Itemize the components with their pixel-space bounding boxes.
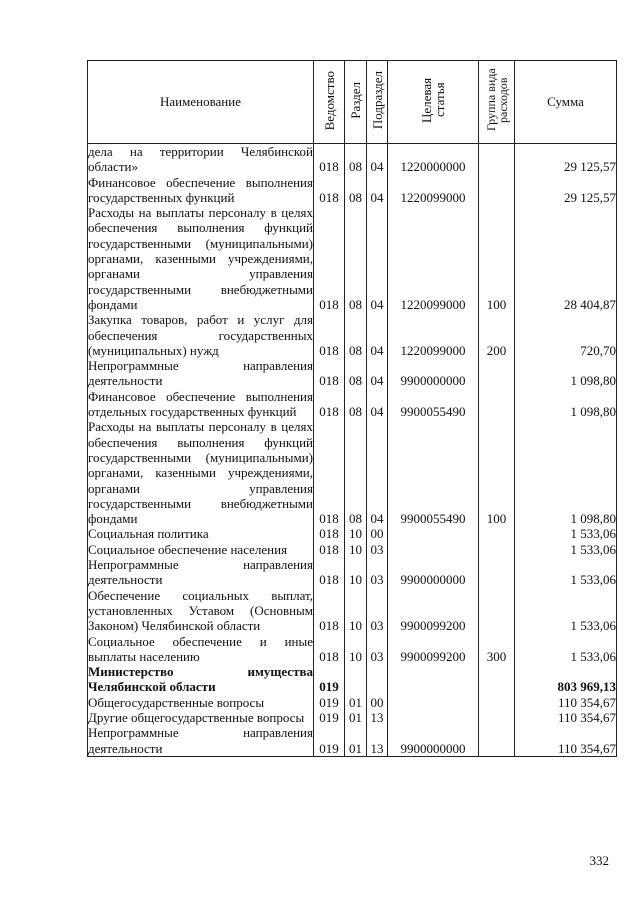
cell-target: 9900055490 (388, 389, 479, 420)
cell-expense-group (479, 358, 515, 389)
table-row (88, 634, 617, 665)
cell-name: Непрограммные направления деятельности (88, 557, 313, 588)
cell-name: Другие общегосударственные вопросы (88, 710, 314, 725)
cell-subsection: 03 (367, 542, 388, 557)
table-row (88, 710, 617, 725)
cell-section: 08 (345, 419, 367, 526)
cell-target (388, 695, 479, 710)
cell-section: 10 (345, 526, 367, 541)
cell-section: 10 (345, 634, 367, 665)
cell-sum: 1 098,80 (515, 419, 617, 526)
table-row (88, 725, 617, 756)
cell-dept: 019 (314, 695, 345, 710)
cell-expense-group (479, 664, 515, 695)
cell-expense-group: 100 (479, 205, 515, 312)
header-expense-group: Группа вида расходов (479, 61, 515, 144)
table-row (88, 144, 617, 175)
cell-section: 10 (345, 588, 367, 634)
cell-sum: 720,70 (515, 312, 617, 358)
cell-target: 1220099000 (388, 312, 479, 358)
cell-target (388, 710, 479, 725)
cell-section: 08 (345, 358, 367, 389)
cell-name: Социальное обеспечение и иные выплаты населению (88, 633, 313, 664)
cell-expense-group: 200 (479, 312, 515, 358)
cell-target: 9900055490 (388, 419, 479, 526)
cell-expense-group (479, 144, 515, 175)
cell-expense-group (479, 389, 515, 420)
cell-subsection: 04 (367, 205, 388, 312)
table-row (88, 419, 617, 526)
cell-name: Закупка товаров, работ и услуг для обеспечения государственных (муниципальных) нужд (88, 312, 313, 358)
cell-dept: 018 (314, 634, 345, 665)
cell-sum: 1 533,06 (515, 588, 617, 634)
budget-table (87, 60, 617, 757)
cell-sum: 29 125,57 (515, 175, 617, 206)
cell-target (388, 526, 479, 541)
cell-target: 9900099200 (388, 634, 479, 665)
cell-name: Непрограммные направления деятельности (88, 358, 313, 389)
cell-dept: 018 (314, 389, 345, 420)
header-target: Целевая статья (388, 61, 479, 144)
cell-subsection: 00 (367, 695, 388, 710)
cell-name: Расходы на выплаты персоналу в целях обеспечения выполнения функций государственными (муниципальными) органами, казенными учреждениями, органами управления государственными внебюджетными фондами (88, 419, 313, 527)
cell-name: Социальная политика (88, 526, 314, 541)
table-header-row (88, 61, 617, 144)
cell-dept: 018 (314, 542, 345, 557)
cell-section: 10 (345, 557, 367, 588)
cell-section: 08 (345, 205, 367, 312)
cell-subsection: 13 (367, 710, 388, 725)
cell-subsection: 04 (367, 389, 388, 420)
cell-sum: 803 969,13 (515, 664, 617, 695)
cell-section: 08 (345, 175, 367, 206)
cell-expense-group (479, 588, 515, 634)
table-row (88, 542, 617, 557)
cell-sum: 110 354,67 (515, 725, 617, 756)
table-body (88, 144, 617, 757)
cell-subsection: 04 (367, 312, 388, 358)
table-row (88, 588, 617, 634)
cell-expense-group (479, 526, 515, 541)
cell-target: 9900000000 (388, 725, 479, 756)
cell-sum: 29 125,57 (515, 144, 617, 175)
cell-dept: 018 (314, 419, 345, 526)
table-row (88, 358, 617, 389)
cell-target: 1220099000 (388, 175, 479, 206)
cell-name: Непрограммные направления деятельности (88, 725, 313, 756)
cell-dept: 018 (314, 358, 345, 389)
header-name: Наименование (88, 61, 314, 144)
cell-sum: 1 098,80 (515, 389, 617, 420)
cell-expense-group: 100 (479, 419, 515, 526)
cell-section: 10 (345, 542, 367, 557)
cell-section: 01 (345, 710, 367, 725)
cell-section: 08 (345, 389, 367, 420)
cell-dept: 019 (314, 664, 345, 695)
cell-subsection: 00 (367, 526, 388, 541)
cell-section: 08 (345, 144, 367, 175)
cell-subsection: 03 (367, 588, 388, 634)
table-row (88, 389, 617, 420)
cell-dept: 018 (314, 526, 345, 541)
cell-target: 9900000000 (388, 358, 479, 389)
header-sum: Сумма (515, 61, 617, 144)
cell-name: Финансовое обеспечение выполнения государственных функций (88, 174, 313, 205)
cell-dept: 018 (314, 175, 345, 206)
cell-sum: 1 533,06 (515, 634, 617, 665)
cell-expense-group (479, 175, 515, 206)
cell-dept: 018 (314, 588, 345, 634)
cell-sum: 1 098,80 (515, 358, 617, 389)
cell-name: Обеспечение социальных выплат, установленных Уставом (Основным Законом) Челябинской области (88, 587, 313, 634)
cell-sum: 1 533,06 (515, 557, 617, 588)
cell-section (345, 664, 367, 695)
table-row (88, 557, 617, 588)
cell-target: 9900099200 (388, 588, 479, 634)
cell-expense-group (479, 557, 515, 588)
header-subsection: Подраздел (367, 61, 388, 144)
cell-expense-group (479, 695, 515, 710)
cell-section: 01 (345, 725, 367, 756)
cell-sum: 1 533,06 (515, 526, 617, 541)
cell-subsection: 04 (367, 358, 388, 389)
cell-name: дела на территории Челябинской области» (88, 144, 313, 175)
cell-expense-group (479, 725, 515, 756)
table-row (88, 175, 617, 206)
header-dept: Ведомство (314, 61, 345, 144)
cell-dept: 019 (314, 725, 345, 756)
cell-target: 1220000000 (388, 144, 479, 175)
cell-subsection: 04 (367, 419, 388, 526)
cell-target: 9900000000 (388, 557, 479, 588)
cell-sum: 1 533,06 (515, 542, 617, 557)
cell-name: Общегосударственные вопросы (88, 695, 314, 710)
cell-dept: 018 (314, 205, 345, 312)
cell-name: Расходы на выплаты персоналу в целях обеспечения выполнения функций государственными (муниципальными) органами, казенными учреждениями, органами управления государственными внебюджетными фондами (88, 205, 313, 312)
cell-sum: 110 354,67 (515, 710, 617, 725)
table-row (88, 526, 617, 541)
cell-subsection: 04 (367, 175, 388, 206)
cell-section: 08 (345, 312, 367, 358)
cell-dept: 018 (314, 557, 345, 588)
cell-name: Социальное обеспечение населения (88, 542, 314, 557)
cell-dept: 018 (314, 312, 345, 358)
cell-section: 01 (345, 695, 367, 710)
cell-expense-group (479, 542, 515, 557)
cell-subsection: 03 (367, 557, 388, 588)
cell-target (388, 664, 479, 695)
cell-name: Министерство имущества Челябинской области (88, 664, 313, 695)
cell-expense-group: 300 (479, 634, 515, 665)
cell-subsection: 04 (367, 144, 388, 175)
table-row (88, 205, 617, 312)
cell-dept: 019 (314, 710, 345, 725)
cell-sum: 110 354,67 (515, 695, 617, 710)
cell-target: 1220099000 (388, 205, 479, 312)
table-row (88, 695, 617, 710)
header-section: Раздел (345, 61, 367, 144)
cell-name: Финансовое обеспечение выполнения отдельных государственных функций (88, 388, 313, 420)
cell-subsection: 13 (367, 725, 388, 756)
cell-expense-group (479, 710, 515, 725)
cell-target (388, 542, 479, 557)
cell-subsection (367, 664, 388, 695)
cell-subsection: 03 (367, 634, 388, 665)
cell-sum: 28 404,87 (515, 205, 617, 312)
table-row (88, 664, 617, 695)
cell-dept: 018 (314, 144, 345, 175)
page-number: 332 (589, 853, 609, 868)
table-row (88, 312, 617, 358)
